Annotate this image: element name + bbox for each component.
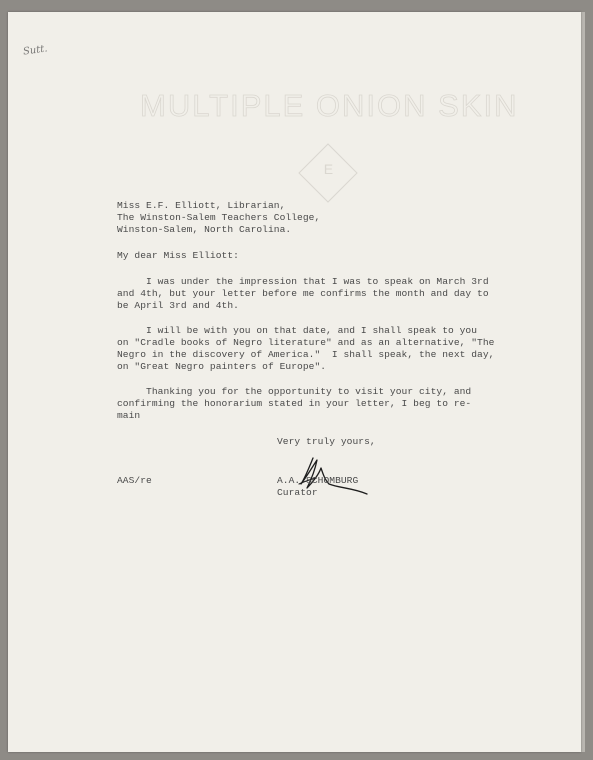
complimentary-close: Very truly yours, — [277, 436, 376, 447]
reference-initials: AAS/re — [117, 475, 152, 486]
paper-edge — [581, 12, 585, 752]
paragraph-2-line: I will be with you on that date, and I shall speak to you — [117, 325, 478, 336]
salutation: My dear Miss Elliott: — [117, 250, 239, 261]
paragraph-2-line: Negro in the discovery of America." I shall speak, the next day, — [117, 349, 495, 360]
paragraph-3-line: main — [117, 410, 141, 421]
signer-name: A.A. SCHOMBURG — [277, 475, 359, 486]
letter-sheet — [8, 12, 581, 752]
corner-note: Sutt. — [22, 43, 49, 58]
watermark-seal — [298, 143, 357, 202]
watermark-seal-letter: E — [323, 161, 334, 178]
signer-title: Curator — [277, 487, 318, 498]
paragraph-1-line: I was under the impression that I was to speak on March 3rd — [117, 276, 489, 287]
paragraph-1-line: and 4th, but your letter before me confirms the month and day to — [117, 288, 489, 299]
address-line-3: Winston-Salem, North Carolina. — [117, 224, 292, 235]
paragraph-1-line: be April 3rd and 4th. — [117, 300, 239, 311]
address-line-1: Miss E.F. Elliott, Librarian, — [117, 200, 286, 211]
paragraph-2-line: on "Great Negro painters of Europe". — [117, 361, 327, 372]
paragraph-3-line: confirming the honorarium stated in your letter, I beg to re- — [117, 398, 472, 409]
address-line-2: The Winston-Salem Teachers College, — [117, 212, 321, 223]
paragraph-3-line: Thanking you for the opportunity to visit your city, and — [117, 386, 472, 397]
paragraph-2-line: on "Cradle books of Negro literature" and as an alternative, "The — [117, 337, 495, 348]
watermark-text: MULTIPLE ONION SKIN — [140, 88, 519, 123]
